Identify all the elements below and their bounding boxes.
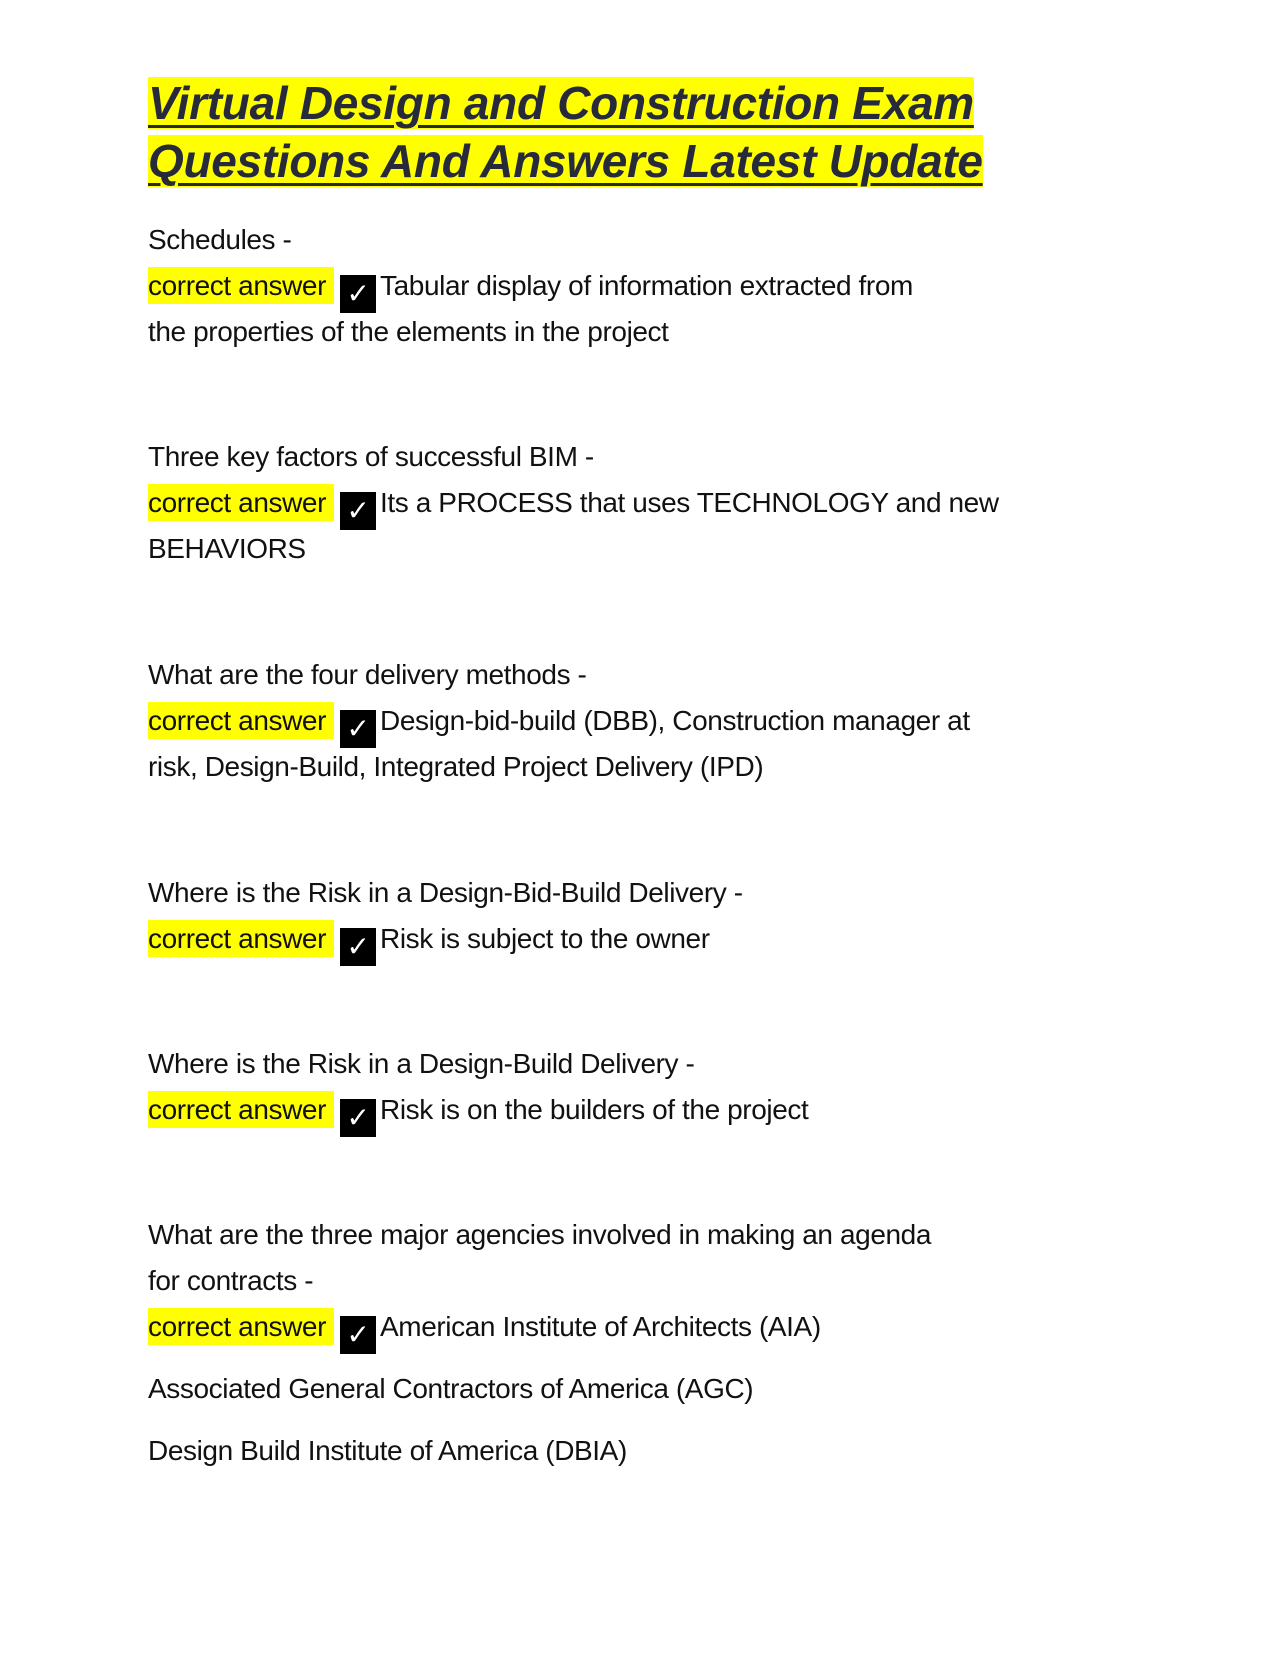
answer-line <box>148 1304 1148 1350</box>
answer-text-continued: the properties of the elements in the project <box>148 316 669 347</box>
question-text: What are the four delivery methods - <box>148 659 587 690</box>
correct-answer-label: correct answer <box>148 702 334 739</box>
correct-answer-label: correct answer <box>148 267 334 304</box>
answer-paragraph: Design Build Institute of America (DBIA) <box>148 1435 627 1466</box>
question-text: Schedules - <box>148 224 292 255</box>
check-icon: ✓ <box>340 928 376 966</box>
answer-text: American Institute of Architects (AIA) <box>380 1311 821 1342</box>
check-icon: ✓ <box>340 710 376 748</box>
answer-line <box>148 1087 1148 1133</box>
qa-item <box>148 1212 1148 1474</box>
check-icon: ✓ <box>340 1099 376 1137</box>
question-text: Three key factors of successful BIM - <box>148 441 594 472</box>
title-line-1: Virtual Design and Construction Exam <box>148 77 974 129</box>
answer-line <box>148 698 1148 744</box>
check-icon: ✓ <box>340 275 376 313</box>
answer-text: Risk is subject to the owner <box>380 923 710 954</box>
answer-line <box>148 480 1148 526</box>
correct-answer-label: correct answer <box>148 1091 334 1128</box>
qa-item <box>148 217 1148 355</box>
answer-text: Tabular display of information extracted from <box>380 270 913 301</box>
check-icon: ✓ <box>340 492 376 530</box>
answer-text: Risk is on the builders of the project <box>380 1094 809 1125</box>
question-text: Where is the Risk in a Design-Build Delivery - <box>148 1048 695 1079</box>
correct-answer-label: correct answer <box>148 920 334 957</box>
answer-text: Design-bid-build (DBB), Construction manager at <box>380 705 970 736</box>
qa-item <box>148 1041 1148 1133</box>
answer-line <box>148 263 1148 309</box>
correct-answer-label: correct answer <box>148 1308 334 1345</box>
answer-paragraph: Associated General Contractors of America (AGC) <box>148 1373 754 1404</box>
answer-text-continued: risk, Design-Build, Integrated Project Delivery (IPD) <box>148 751 764 782</box>
qa-item <box>148 870 1148 962</box>
correct-answer-label: correct answer <box>148 484 334 521</box>
answer-text-continued: BEHAVIORS <box>148 533 306 564</box>
document-title <box>148 74 1148 190</box>
check-icon: ✓ <box>340 1316 376 1354</box>
answer-line <box>148 916 1148 962</box>
question-text: for contracts - <box>148 1265 314 1296</box>
answer-text: Its a PROCESS that uses TECHNOLOGY and new <box>380 487 999 518</box>
question-text: What are the three major agencies involved in making an agenda <box>148 1219 932 1250</box>
qa-item <box>148 652 1148 790</box>
question-text: Where is the Risk in a Design-Bid-Build Delivery - <box>148 877 743 908</box>
title-line-2: Questions And Answers Latest Update <box>148 135 983 187</box>
qa-item <box>148 434 1148 572</box>
